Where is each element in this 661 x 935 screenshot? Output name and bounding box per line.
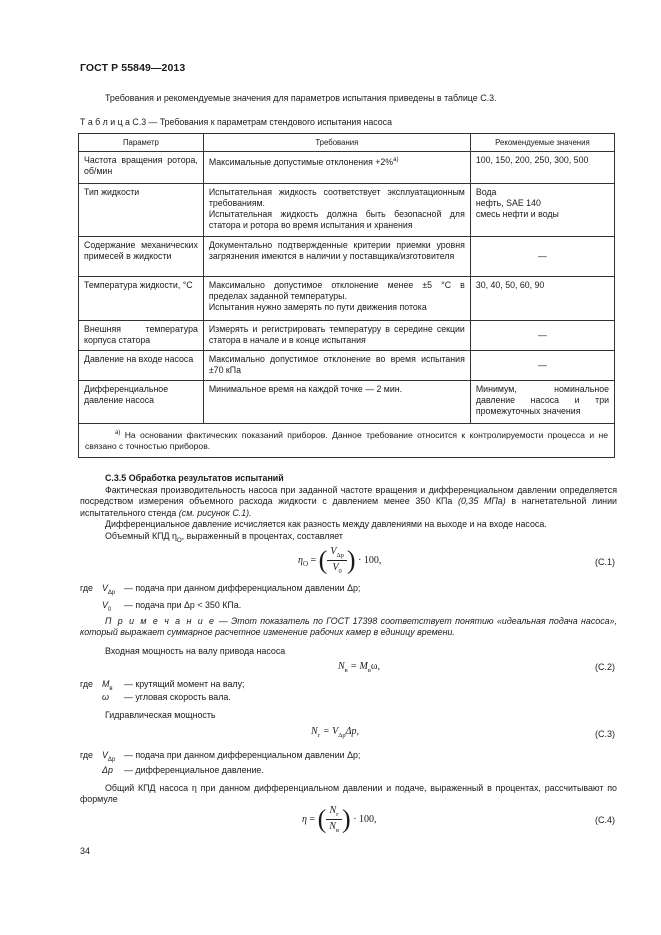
table-row xyxy=(79,321,615,351)
where-line: ω — угловая скорость вала. xyxy=(102,692,231,702)
table-row xyxy=(79,381,615,424)
where-line: гдеM$_в$ — крутящий момент на валу; xyxy=(80,679,245,692)
p1-text: Фактическая производительность насоса при заданной частоте вращения и дифференциальном давлении определяется посредством измерения объемного расхода жидкости с давлением менее 350 КПа xyxy=(80,485,617,507)
note-paragraph xyxy=(80,616,617,639)
table-row xyxy=(79,184,615,237)
cell-rec-line: нефть, SAE 140 xyxy=(475,198,541,208)
where-line: гдеV$_{\Delta p}$ — подача при данном дифференциальном давлении Δp; xyxy=(80,750,361,763)
table-caption-prefix: Т а б л и ц а xyxy=(80,117,130,127)
equation-number-c2: (С.2) xyxy=(595,662,615,672)
cell-req: Максимально допустимое отклонение во время испытания ±70 кПа xyxy=(203,351,470,381)
document-id: ГОСТ Р 55849—2013 xyxy=(80,62,186,74)
section-paragraph-2: Дифференциальное давление исчисляется как разность между давлениями на выходе и на входе насоса. xyxy=(105,519,547,529)
cell-req-line: Испытательная жидкость соответствует эксплуатационным требованиям. xyxy=(208,187,465,208)
cell-param: Давление на входе насоса xyxy=(79,351,204,381)
page-number: 34 xyxy=(80,846,91,856)
cell-param: Частота вращения ротора, об/мин xyxy=(79,152,204,184)
eq1-den-sub: 0 xyxy=(338,568,342,575)
cell-param: Дифференциальное давление насоса xyxy=(79,381,204,424)
equation-c4: η = ( $\frac{N_г}{N_в}$ ) · 100, xyxy=(302,804,377,834)
section-title: Обработка результатов испытаний xyxy=(128,473,284,483)
where-list-1 xyxy=(80,583,360,612)
cell-req-line: Испытательная жидкость должна быть безопасной для статора и ротора во время испытания и хранения xyxy=(208,209,465,230)
column-header-recommended: Рекомендуемые значения xyxy=(470,134,614,152)
table-row xyxy=(79,152,615,184)
equation-c1: $\eta_О$ = ( $\frac{V_{\Delta p}}{V_0}$ ) · 100, xyxy=(298,545,382,575)
cell-req-text: Максимальные допустимые отклонения +2% xyxy=(208,156,394,167)
cell-rec-line: смесь нефти и воды xyxy=(475,209,559,219)
p1-figure-ref: (см. рисунок С.1). xyxy=(178,507,252,518)
eq1-lhs: η xyxy=(298,554,303,566)
eq1-fraction xyxy=(327,546,347,575)
total-efficiency-paragraph: Общий КПД насоса η при данном дифференциальном давлении и подаче, выраженный в процентах, рассчитывают по формуле xyxy=(80,783,617,805)
footnote-text: На основании фактических показаний приборов. Данное требование относится к контролируемости процесса и не связано с точностью приборов. xyxy=(85,429,608,451)
cell-rec: — xyxy=(470,321,614,351)
cell-rec-line: Вода xyxy=(475,187,497,197)
column-header-parameter: Параметр xyxy=(79,134,204,152)
equation-c3: $N_г = V_{\Delta p}\Delta p$, xyxy=(311,726,360,739)
cell-rec: 30, 40, 50, 60, 90 xyxy=(470,277,614,321)
cell-req xyxy=(203,184,470,237)
note-label: П р и м е ч а н и е xyxy=(105,616,216,626)
where-line: Δp — дифференциальное давление. xyxy=(102,765,264,775)
input-power-paragraph: Входная мощность на валу привода насоса xyxy=(105,646,286,656)
footnote-ref: а) xyxy=(393,157,399,163)
section-number: С.3.5 xyxy=(105,473,127,483)
table-caption-text: С.3 — Требования к параметрам стендового испытания насоса xyxy=(129,117,392,127)
requirements-table xyxy=(78,133,615,458)
cell-param: Содержание механических примесей в жидкости xyxy=(79,237,204,277)
eq1-num-sub: Δp xyxy=(336,552,344,559)
equation-number-c1: (С.1) xyxy=(595,557,615,567)
eq1-lhs-sub: О xyxy=(302,559,309,568)
cell-req-line: Испытания нужно замерять по пути движения потока xyxy=(208,302,427,312)
cell-rec: Минимум, номинальное давление насоса и три промежуточных значения xyxy=(470,381,614,424)
cell-req: Документально подтвержденные критерии приемки уровня загрязнения имеются в наличии у поставщика/изготовителя xyxy=(203,237,470,277)
cell-req: Измерять и регистрировать температуру в середине секции статора в начале и в конце испытания xyxy=(203,321,470,351)
table-caption xyxy=(80,117,392,127)
where-list-3 xyxy=(80,750,360,777)
hydraulic-power-paragraph: Гидравлическая мощность xyxy=(105,710,216,720)
table-footnote-row xyxy=(79,424,615,458)
where-line: гдеV$_{\Delta p}$ — подача при данном дифференциальном давлении Δp; xyxy=(80,583,361,596)
column-header-requirements: Требования xyxy=(203,134,470,152)
cell-param: Температура жидкости, °С xyxy=(79,277,204,321)
cell-rec: — xyxy=(470,351,614,381)
intro-paragraph: Требования и рекомендуемые значения для параметров испытания приведены в таблице С.3. xyxy=(105,93,497,103)
cell-req xyxy=(203,277,470,321)
section-heading xyxy=(80,473,617,484)
equation-c2: $N_в = M_в\omega$, xyxy=(338,661,380,674)
note-text: — Этот показатель по ГОСТ 17398 соответствует понятию «идеальная подача насоса», который выражает суммарное расчетное изменение рабочих камер в единицу времени. xyxy=(80,616,617,638)
p1-mpa: (0,35 МПа) xyxy=(458,496,506,507)
equation-number-c3: (С.3) xyxy=(595,729,615,739)
cell-rec: — xyxy=(470,237,614,277)
eq1-tail: · 100, xyxy=(358,554,382,566)
footnote-mark: а) xyxy=(115,430,121,436)
section-paragraph-1 xyxy=(80,485,617,519)
cell-req-line: Максимально допустимое отклонение менее ±5 °С в пределах заданной температуры. xyxy=(208,280,465,301)
cell-req: Минимальное время на каждой точке — 2 мин. xyxy=(203,381,470,424)
p3-sub: О xyxy=(176,537,182,544)
where-line: $V_0$ — подача при Δp < 350 КПа. xyxy=(102,600,242,613)
table-row xyxy=(79,277,615,321)
eq1-den: V xyxy=(332,562,339,573)
cell-param: Тип жидкости xyxy=(79,184,204,237)
eq1-num: V xyxy=(330,546,337,557)
cell-param: Внешняя температура корпуса статора xyxy=(79,321,204,351)
cell-req xyxy=(203,152,470,184)
p3-text-2: , выраженный в процентах, составляет xyxy=(181,531,343,541)
equation-number-c4: (С.4) xyxy=(595,815,615,825)
cell-rec: 100, 150, 200, 250, 300, 500 xyxy=(470,152,614,184)
table-footnote xyxy=(79,424,615,458)
eq4-fraction: $\frac{N_г}{N_в}$ xyxy=(326,805,342,834)
cell-rec xyxy=(470,184,614,237)
p3-text: Объемный КПД η xyxy=(105,531,177,541)
p1-text-2: в нагнетательной линии испытательного стенда xyxy=(80,496,617,518)
table-row xyxy=(79,351,615,381)
where-list-2 xyxy=(80,679,245,704)
table-header-row xyxy=(79,134,615,152)
table-row xyxy=(79,237,615,277)
